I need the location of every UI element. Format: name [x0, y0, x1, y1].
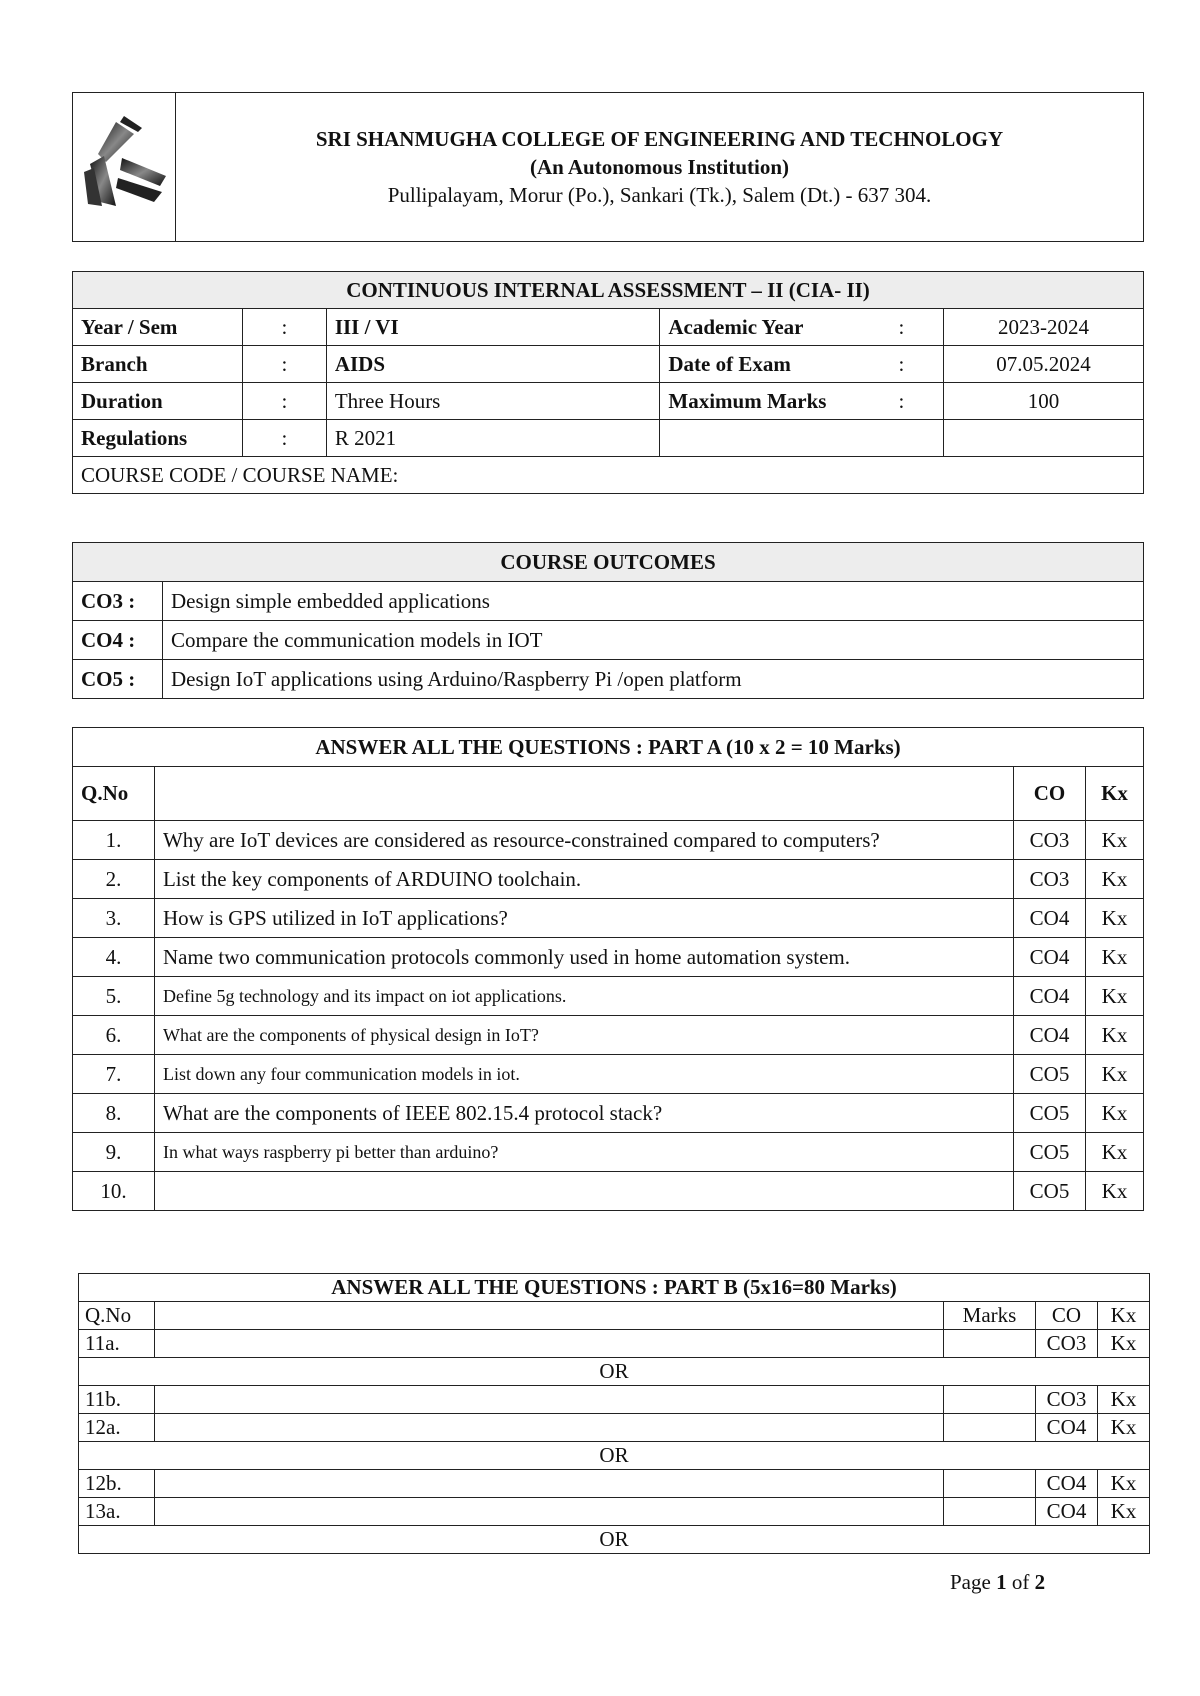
- question-number: 3.: [73, 899, 155, 938]
- course-outcomes-title: COURSE OUTCOMES: [73, 543, 1144, 582]
- co-header: CO: [1014, 767, 1086, 821]
- question-text: List the key components of ARDUINO toolchain.: [154, 860, 1013, 899]
- page-total: 2: [1034, 1570, 1046, 1594]
- course-outcome-row: [73, 660, 1144, 699]
- question-number: 13a.: [79, 1498, 155, 1526]
- question-number: 12a.: [79, 1414, 155, 1442]
- college-status: (An Autonomous Institution): [529, 155, 790, 179]
- question-co: CO4: [1036, 1470, 1098, 1498]
- of-word: of: [1011, 1570, 1030, 1594]
- question-number: 11a.: [79, 1330, 155, 1358]
- question-co: CO4: [1014, 1016, 1086, 1055]
- colon: :: [242, 309, 326, 346]
- page-word: Page: [950, 1570, 991, 1594]
- year-sem-label: Year / Sem: [73, 309, 243, 346]
- question-kx: Kx: [1097, 1414, 1149, 1442]
- question-kx: Kx: [1097, 1470, 1149, 1498]
- question-text: Why are IoT devices are considered as resource-constrained compared to computers?: [154, 821, 1013, 860]
- exam-details-table: [72, 271, 1144, 494]
- course-code-label: COURSE CODE / COURSE NAME:: [73, 457, 1144, 494]
- question-number: 6.: [73, 1016, 155, 1055]
- question-marks: [944, 1386, 1036, 1414]
- question-number: 12b.: [79, 1470, 155, 1498]
- question-kx: Kx: [1085, 977, 1143, 1016]
- outcome-code: CO4 :: [73, 621, 163, 660]
- question-number: 4.: [73, 938, 155, 977]
- question-marks: [944, 1470, 1036, 1498]
- question-kx: Kx: [1085, 860, 1143, 899]
- qno-header: Q.No: [79, 1302, 155, 1330]
- question-row: [73, 1055, 1144, 1094]
- date-value: 07.05.2024: [944, 346, 1144, 383]
- question-co: CO5: [1014, 1094, 1086, 1133]
- part-b-title: ANSWER ALL THE QUESTIONS : PART B (5x16=80 Marks): [79, 1274, 1150, 1302]
- question-number: 7.: [73, 1055, 155, 1094]
- question-row: [73, 938, 1144, 977]
- or-divider: OR: [79, 1358, 1150, 1386]
- question-kx: Kx: [1085, 1055, 1143, 1094]
- question-kx: Kx: [1085, 1133, 1143, 1172]
- question-row: [73, 860, 1144, 899]
- college-name: SRI SHANMUGHA COLLEGE OF ENGINEERING AND TECHNOLOGY: [315, 127, 1004, 151]
- colon: :: [242, 420, 326, 457]
- regulations-value: R 2021: [326, 420, 660, 457]
- question-kx: Kx: [1085, 1094, 1143, 1133]
- date-label: Date of Exam: [660, 346, 860, 383]
- question-co: CO3: [1014, 860, 1086, 899]
- college-address: Pullipalayam, Morur (Po.), Sankari (Tk.), Salem (Dt.) - 637 304.: [387, 183, 932, 207]
- question-number: 11b.: [79, 1386, 155, 1414]
- outcome-code: CO5 :: [73, 660, 163, 699]
- question-co: CO3: [1036, 1386, 1098, 1414]
- question-text: What are the components of physical design in IoT?: [154, 1016, 1013, 1055]
- question-text: What are the components of IEEE 802.15.4 protocol stack?: [154, 1094, 1013, 1133]
- course-outcome-row: [73, 621, 1144, 660]
- empty-cell: [944, 420, 1144, 457]
- kx-header: Kx: [1097, 1302, 1149, 1330]
- question-text: Define 5g technology and its impact on iot applications.: [154, 977, 1013, 1016]
- max-marks-value: 100: [944, 383, 1144, 420]
- page-number: [950, 1570, 1045, 1595]
- branch-label: Branch: [73, 346, 243, 383]
- co-header: CO: [1036, 1302, 1098, 1330]
- regulations-label: Regulations: [73, 420, 243, 457]
- or-divider: OR: [79, 1526, 1150, 1554]
- question-co: CO4: [1014, 899, 1086, 938]
- question-text: How is GPS utilized in IoT applications?: [154, 899, 1013, 938]
- exam-title: CONTINUOUS INTERNAL ASSESSMENT – II (CIA- II): [73, 272, 1144, 309]
- kx-header: Kx: [1085, 767, 1143, 821]
- part-b-table: [78, 1273, 1150, 1554]
- question-row: [79, 1498, 1150, 1526]
- colon: :: [860, 383, 944, 420]
- question-number: 9.: [73, 1133, 155, 1172]
- max-marks-label: Maximum Marks: [660, 383, 860, 420]
- college-logo-icon: [76, 114, 172, 214]
- question-kx: Kx: [1085, 938, 1143, 977]
- college-header: [72, 92, 1144, 242]
- question-co: CO3: [1014, 821, 1086, 860]
- outcome-text: Compare the communication models in IOT: [162, 621, 1143, 660]
- question-text: [154, 1414, 943, 1442]
- question-co: CO3: [1036, 1330, 1098, 1358]
- question-kx: Kx: [1085, 1172, 1143, 1211]
- question-row: [73, 1016, 1144, 1055]
- course-outcome-row: [73, 582, 1144, 621]
- question-text: [154, 1470, 943, 1498]
- question-row: [73, 899, 1144, 938]
- question-row: [79, 1470, 1150, 1498]
- outcome-text: Design simple embedded applications: [162, 582, 1143, 621]
- question-row: [73, 1133, 1144, 1172]
- empty-cell: [660, 420, 944, 457]
- question-kx: Kx: [1085, 1016, 1143, 1055]
- course-outcomes-table: [72, 542, 1144, 699]
- question-marks: [944, 1414, 1036, 1442]
- question-number: 2.: [73, 860, 155, 899]
- question-row: [73, 821, 1144, 860]
- colon: :: [242, 383, 326, 420]
- question-co: CO4: [1014, 977, 1086, 1016]
- question-text: [154, 1172, 1013, 1211]
- question-text: [154, 1386, 943, 1414]
- colon: :: [860, 309, 944, 346]
- question-text: [154, 1330, 943, 1358]
- part-a-table: [72, 727, 1144, 1211]
- colon: :: [242, 346, 326, 383]
- question-row: [73, 1094, 1144, 1133]
- question-marks: [944, 1330, 1036, 1358]
- question-kx: Kx: [1085, 821, 1143, 860]
- question-row: [79, 1414, 1150, 1442]
- question-kx: Kx: [1085, 899, 1143, 938]
- question-row: [73, 977, 1144, 1016]
- question-row: [73, 1172, 1144, 1211]
- question-kx: Kx: [1097, 1330, 1149, 1358]
- question-text: List down any four communication models in iot.: [154, 1055, 1013, 1094]
- branch-value: AIDS: [326, 346, 660, 383]
- question-co: CO5: [1014, 1133, 1086, 1172]
- question-text: In what ways raspberry pi better than arduino?: [154, 1133, 1013, 1172]
- qno-header: Q.No: [73, 767, 155, 821]
- question-text: [154, 1498, 943, 1526]
- question-number: 1.: [73, 821, 155, 860]
- duration-label: Duration: [73, 383, 243, 420]
- question-co: CO5: [1014, 1172, 1086, 1211]
- duration-value: Three Hours: [326, 383, 660, 420]
- academic-year-value: 2023-2024: [944, 309, 1144, 346]
- question-co: CO4: [1036, 1414, 1098, 1442]
- question-kx: Kx: [1097, 1386, 1149, 1414]
- question-header: [154, 1302, 943, 1330]
- question-text: Name two communication protocols commonly used in home automation system.: [154, 938, 1013, 977]
- college-logo-cell: [73, 93, 176, 242]
- question-row: [79, 1386, 1150, 1414]
- page-current: 1: [996, 1570, 1007, 1594]
- outcome-text: Design IoT applications using Arduino/Raspberry Pi /open platform: [162, 660, 1143, 699]
- question-co: CO4: [1014, 938, 1086, 977]
- question-header: [154, 767, 1013, 821]
- question-number: 10.: [73, 1172, 155, 1211]
- question-kx: Kx: [1097, 1498, 1149, 1526]
- question-row: [79, 1330, 1150, 1358]
- colon: :: [860, 346, 944, 383]
- question-number: 5.: [73, 977, 155, 1016]
- question-co: CO5: [1014, 1055, 1086, 1094]
- question-co: CO4: [1036, 1498, 1098, 1526]
- academic-year-label: Academic Year: [660, 309, 860, 346]
- part-a-title: ANSWER ALL THE QUESTIONS : PART A (10 x 2 = 10 Marks): [73, 728, 1144, 767]
- or-divider: OR: [79, 1442, 1150, 1470]
- question-number: 8.: [73, 1094, 155, 1133]
- marks-header: Marks: [944, 1302, 1036, 1330]
- outcome-code: CO3 :: [73, 582, 163, 621]
- question-marks: [944, 1498, 1036, 1526]
- year-sem-value: III / VI: [326, 309, 660, 346]
